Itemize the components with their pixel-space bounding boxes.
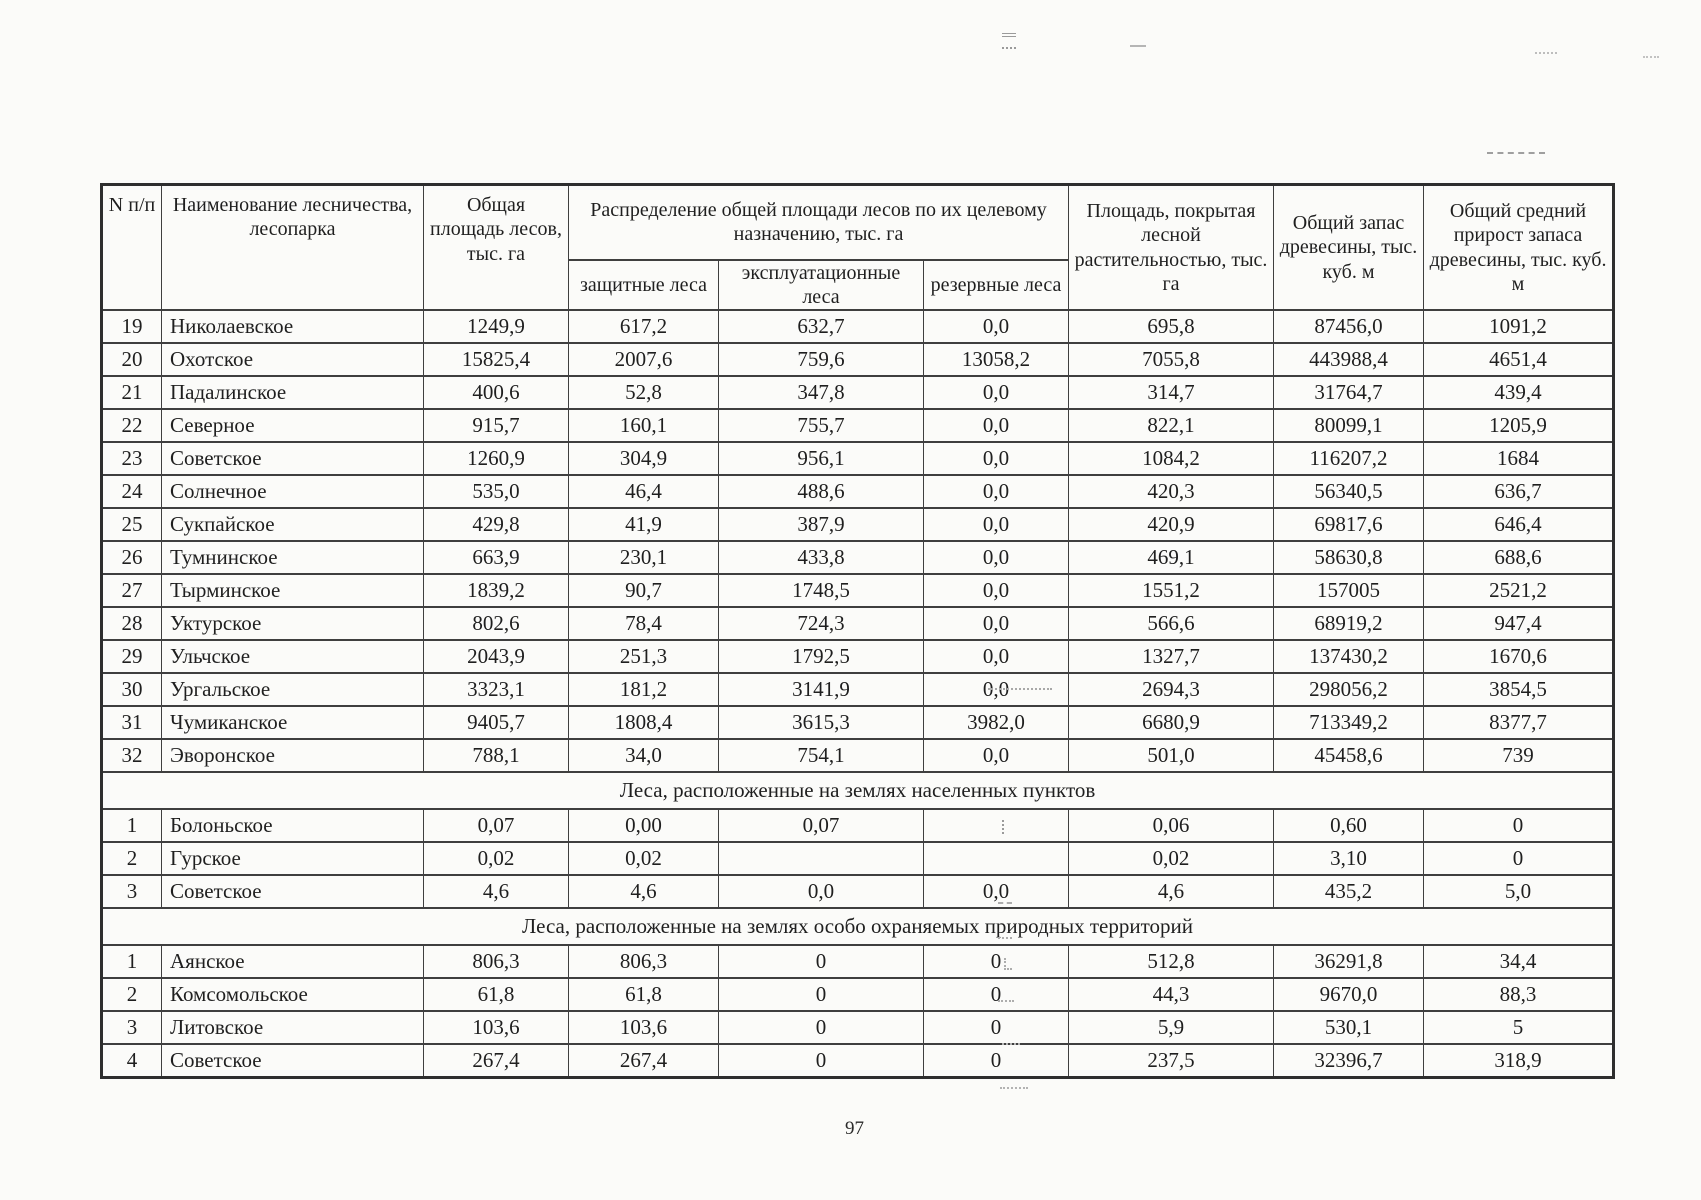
scan-artifact xyxy=(1487,152,1545,154)
value-cell: 2007,6 xyxy=(569,343,719,376)
forestry-name: Тумнинское xyxy=(162,541,424,574)
scan-artifact xyxy=(988,688,1052,690)
header-forestry-name: Наименование лесничества, лесопарка xyxy=(162,185,424,311)
value-cell: 69817,6 xyxy=(1274,508,1424,541)
forestry-name: Охотское xyxy=(162,343,424,376)
scan-artifact xyxy=(1535,52,1557,54)
header-exploitable-forests: эксплуатационные леса xyxy=(719,260,924,311)
forestry-name: Сукпайское xyxy=(162,508,424,541)
forestry-name: Ульчское xyxy=(162,640,424,673)
value-cell: 0 xyxy=(924,1044,1069,1077)
row-number: 25 xyxy=(102,508,162,541)
value-cell: 1808,4 xyxy=(569,706,719,739)
value-cell: 469,1 xyxy=(1069,541,1274,574)
forestry-name: Советское xyxy=(162,442,424,475)
value-cell: 314,7 xyxy=(1069,376,1274,409)
value-cell: 420,3 xyxy=(1069,475,1274,508)
value-cell: 0,0 xyxy=(924,673,1069,706)
value-cell: 1670,6 xyxy=(1424,640,1614,673)
row-number: 2 xyxy=(102,978,162,1011)
value-cell: 78,4 xyxy=(569,607,719,640)
value-cell: 0,0 xyxy=(924,607,1069,640)
table-row xyxy=(102,1011,1614,1044)
value-cell: 1792,5 xyxy=(719,640,924,673)
value-cell: 0,60 xyxy=(1274,809,1424,842)
scan-artifact xyxy=(1002,1043,1020,1045)
value-cell: 68919,2 xyxy=(1274,607,1424,640)
row-number: 23 xyxy=(102,442,162,475)
value-cell: 34,0 xyxy=(569,739,719,772)
value-cell: 822,1 xyxy=(1069,409,1274,442)
row-number: 21 xyxy=(102,376,162,409)
row-number: 19 xyxy=(102,310,162,343)
value-cell: 947,4 xyxy=(1424,607,1614,640)
value-cell: 0,0 xyxy=(924,541,1069,574)
value-cell: 0,0 xyxy=(924,442,1069,475)
table-row xyxy=(102,1044,1614,1077)
header-total-stock: Общий запас древесины, тыс. куб. м xyxy=(1274,185,1424,311)
value-cell: 1748,5 xyxy=(719,574,924,607)
value-cell: 90,7 xyxy=(569,574,719,607)
row-number: 20 xyxy=(102,343,162,376)
value-cell: 9405,7 xyxy=(424,706,569,739)
scan-artifact xyxy=(998,1000,1014,1002)
value-cell: 160,1 xyxy=(569,409,719,442)
value-cell: 755,7 xyxy=(719,409,924,442)
header-covered-area: Площадь, покрытая лесной растительностью, тыс. га xyxy=(1069,185,1274,311)
forestry-name: Советское xyxy=(162,1044,424,1077)
value-cell: 298056,2 xyxy=(1274,673,1424,706)
value-cell: 0,0 xyxy=(924,409,1069,442)
row-number: 4 xyxy=(102,1044,162,1077)
section-title-row xyxy=(102,772,1614,809)
value-cell: 754,1 xyxy=(719,739,924,772)
value-cell: 3141,9 xyxy=(719,673,924,706)
value-cell: 0 xyxy=(719,1044,924,1077)
value-cell: 1084,2 xyxy=(1069,442,1274,475)
forestry-name: Северное xyxy=(162,409,424,442)
value-cell: 0,06 xyxy=(1069,809,1274,842)
value-cell: 103,6 xyxy=(424,1011,569,1044)
value-cell: 80099,1 xyxy=(1274,409,1424,442)
value-cell: 566,6 xyxy=(1069,607,1274,640)
value-cell: 433,8 xyxy=(719,541,924,574)
value-cell: 267,4 xyxy=(569,1044,719,1077)
value-cell: 251,3 xyxy=(569,640,719,673)
row-number: 24 xyxy=(102,475,162,508)
scan-artifact xyxy=(1002,33,1016,49)
value-cell: 0 xyxy=(924,1011,1069,1044)
table-row xyxy=(102,376,1614,409)
value-cell: 530,1 xyxy=(1274,1011,1424,1044)
value-cell: 435,2 xyxy=(1274,875,1424,908)
value-cell xyxy=(924,809,1069,842)
value-cell: 724,3 xyxy=(719,607,924,640)
row-number: 32 xyxy=(102,739,162,772)
forestry-name: Эворонское xyxy=(162,739,424,772)
row-number: 1 xyxy=(102,809,162,842)
value-cell: 759,6 xyxy=(719,343,924,376)
table-row xyxy=(102,978,1614,1011)
value-cell: 61,8 xyxy=(424,978,569,1011)
value-cell: 45458,6 xyxy=(1274,739,1424,772)
value-cell: 0 xyxy=(719,945,924,978)
value-cell: 46,4 xyxy=(569,475,719,508)
table-row xyxy=(102,574,1614,607)
value-cell: 87456,0 xyxy=(1274,310,1424,343)
value-cell: 915,7 xyxy=(424,409,569,442)
forestry-name: Литовское xyxy=(162,1011,424,1044)
value-cell: 0,0 xyxy=(924,508,1069,541)
value-cell: 0,02 xyxy=(1069,842,1274,875)
value-cell: 44,3 xyxy=(1069,978,1274,1011)
forestry-name: Комсомольское xyxy=(162,978,424,1011)
value-cell: 3615,3 xyxy=(719,706,924,739)
header-total-area: Общая площадь лесов, тыс. га xyxy=(424,185,569,311)
value-cell: 788,1 xyxy=(424,739,569,772)
value-cell: 0,0 xyxy=(924,640,1069,673)
header-row-number: N п/п xyxy=(102,185,162,311)
forestry-name: Гурское xyxy=(162,842,424,875)
value-cell: 13058,2 xyxy=(924,343,1069,376)
value-cell: 116207,2 xyxy=(1274,442,1424,475)
value-cell: 230,1 xyxy=(569,541,719,574)
value-cell: 0,00 xyxy=(569,809,719,842)
value-cell: 5,9 xyxy=(1069,1011,1274,1044)
value-cell: 646,4 xyxy=(1424,508,1614,541)
table-row xyxy=(102,809,1614,842)
table-body xyxy=(102,310,1614,1077)
forest-area-table xyxy=(100,183,1615,1079)
value-cell: 0,02 xyxy=(424,842,569,875)
value-cell: 4,6 xyxy=(569,875,719,908)
section-title: Леса, расположенные на землях населенных пунктов xyxy=(102,772,1614,809)
value-cell: 0,0 xyxy=(924,376,1069,409)
value-cell: 137430,2 xyxy=(1274,640,1424,673)
value-cell: 632,7 xyxy=(719,310,924,343)
value-cell: 7055,8 xyxy=(1069,343,1274,376)
value-cell: 0 xyxy=(1424,842,1614,875)
table-row xyxy=(102,508,1614,541)
value-cell: 267,4 xyxy=(424,1044,569,1077)
row-number: 3 xyxy=(102,875,162,908)
value-cell: 4,6 xyxy=(424,875,569,908)
value-cell: 103,6 xyxy=(569,1011,719,1044)
page-number: 97 xyxy=(845,1118,864,1139)
value-cell: 304,9 xyxy=(569,442,719,475)
value-cell: 61,8 xyxy=(569,978,719,1011)
value-cell: 1205,9 xyxy=(1424,409,1614,442)
value-cell: 713349,2 xyxy=(1274,706,1424,739)
row-number: 27 xyxy=(102,574,162,607)
table-row xyxy=(102,706,1614,739)
value-cell: 806,3 xyxy=(569,945,719,978)
value-cell: 0 xyxy=(924,978,1069,1011)
value-cell: 2694,3 xyxy=(1069,673,1274,706)
value-cell: 443988,4 xyxy=(1274,343,1424,376)
scan-artifact xyxy=(998,902,1012,904)
table-row xyxy=(102,310,1614,343)
value-cell: 0,02 xyxy=(569,842,719,875)
value-cell: 2043,9 xyxy=(424,640,569,673)
header-distribution: Распределение общей площади лесов по их целевому назначению, тыс. га xyxy=(569,185,1069,260)
row-number: 31 xyxy=(102,706,162,739)
table-row xyxy=(102,541,1614,574)
value-cell: 52,8 xyxy=(569,376,719,409)
table-row xyxy=(102,640,1614,673)
value-cell: 88,3 xyxy=(1424,978,1614,1011)
value-cell: 8377,7 xyxy=(1424,706,1614,739)
value-cell: 0,0 xyxy=(924,475,1069,508)
value-cell: 32396,7 xyxy=(1274,1044,1424,1077)
value-cell: 6680,9 xyxy=(1069,706,1274,739)
value-cell: 181,2 xyxy=(569,673,719,706)
value-cell: 4,6 xyxy=(1069,875,1274,908)
value-cell: 15825,4 xyxy=(424,343,569,376)
value-cell: 0,0 xyxy=(924,310,1069,343)
value-cell: 0,07 xyxy=(719,809,924,842)
scan-artifact xyxy=(1000,1087,1028,1089)
value-cell: 0,0 xyxy=(719,875,924,908)
table-row xyxy=(102,442,1614,475)
table-row xyxy=(102,875,1614,908)
value-cell: 420,9 xyxy=(1069,508,1274,541)
value-cell: 1551,2 xyxy=(1069,574,1274,607)
value-cell: 347,8 xyxy=(719,376,924,409)
value-cell: 806,3 xyxy=(424,945,569,978)
value-cell: 237,5 xyxy=(1069,1044,1274,1077)
value-cell: 0 xyxy=(719,978,924,1011)
value-cell: 0,0 xyxy=(924,739,1069,772)
value-cell: 400,6 xyxy=(424,376,569,409)
value-cell: 956,1 xyxy=(719,442,924,475)
scan-artifact xyxy=(1004,958,1012,970)
value-cell xyxy=(924,842,1069,875)
value-cell: 429,8 xyxy=(424,508,569,541)
value-cell: 0 xyxy=(1424,809,1614,842)
value-cell xyxy=(719,842,924,875)
value-cell: 1684 xyxy=(1424,442,1614,475)
value-cell: 5 xyxy=(1424,1011,1614,1044)
forestry-name: Аянское xyxy=(162,945,424,978)
value-cell: 0 xyxy=(719,1011,924,1044)
row-number: 26 xyxy=(102,541,162,574)
table-row xyxy=(102,945,1614,978)
value-cell: 4651,4 xyxy=(1424,343,1614,376)
section-title-row xyxy=(102,908,1614,945)
row-number: 1 xyxy=(102,945,162,978)
header-average-growth: Общий средний прирост запаса древесины, тыс. куб. м xyxy=(1424,185,1614,311)
value-cell: 3982,0 xyxy=(924,706,1069,739)
value-cell: 9670,0 xyxy=(1274,978,1424,1011)
value-cell: 1260,9 xyxy=(424,442,569,475)
forestry-name: Николаевское xyxy=(162,310,424,343)
value-cell: 36291,8 xyxy=(1274,945,1424,978)
row-number: 2 xyxy=(102,842,162,875)
scan-artifact xyxy=(998,937,1012,939)
forestry-name: Падалинское xyxy=(162,376,424,409)
value-cell: 636,7 xyxy=(1424,475,1614,508)
table-row xyxy=(102,842,1614,875)
value-cell: 3854,5 xyxy=(1424,673,1614,706)
table-row xyxy=(102,673,1614,706)
row-number: 28 xyxy=(102,607,162,640)
table-row xyxy=(102,475,1614,508)
table-row xyxy=(102,739,1614,772)
forestry-name: Болоньское xyxy=(162,809,424,842)
value-cell: 802,6 xyxy=(424,607,569,640)
row-number: 29 xyxy=(102,640,162,673)
value-cell: 739 xyxy=(1424,739,1614,772)
value-cell: 439,4 xyxy=(1424,376,1614,409)
value-cell: 501,0 xyxy=(1069,739,1274,772)
forestry-name: Ургальское xyxy=(162,673,424,706)
value-cell: 0,0 xyxy=(924,574,1069,607)
value-cell: 488,6 xyxy=(719,475,924,508)
value-cell: 318,9 xyxy=(1424,1044,1614,1077)
value-cell: 1249,9 xyxy=(424,310,569,343)
value-cell: 617,2 xyxy=(569,310,719,343)
row-number: 30 xyxy=(102,673,162,706)
value-cell: 1091,2 xyxy=(1424,310,1614,343)
value-cell: 535,0 xyxy=(424,475,569,508)
value-cell: 3,10 xyxy=(1274,842,1424,875)
header-reserve-forests: резервные леса xyxy=(924,260,1069,311)
scan-artifact xyxy=(1002,820,1008,834)
value-cell: 5,0 xyxy=(1424,875,1614,908)
value-cell: 31764,7 xyxy=(1274,376,1424,409)
forestry-name: Советское xyxy=(162,875,424,908)
value-cell: 663,9 xyxy=(424,541,569,574)
forestry-name: Тырминское xyxy=(162,574,424,607)
table-row xyxy=(102,343,1614,376)
value-cell: 34,4 xyxy=(1424,945,1614,978)
value-cell: 0,07 xyxy=(424,809,569,842)
forestry-name: Уктурское xyxy=(162,607,424,640)
value-cell: 58630,8 xyxy=(1274,541,1424,574)
value-cell: 2521,2 xyxy=(1424,574,1614,607)
value-cell: 41,9 xyxy=(569,508,719,541)
row-number: 3 xyxy=(102,1011,162,1044)
value-cell: 1327,7 xyxy=(1069,640,1274,673)
value-cell: 1839,2 xyxy=(424,574,569,607)
value-cell: 695,8 xyxy=(1069,310,1274,343)
table-row xyxy=(102,409,1614,442)
value-cell: 157005 xyxy=(1274,574,1424,607)
table-row xyxy=(102,607,1614,640)
header-protective-forests: защитные леса xyxy=(569,260,719,311)
value-cell: 688,6 xyxy=(1424,541,1614,574)
forestry-name: Чумиканское xyxy=(162,706,424,739)
value-cell: 3323,1 xyxy=(424,673,569,706)
value-cell: 512,8 xyxy=(1069,945,1274,978)
forestry-name: Солнечное xyxy=(162,475,424,508)
value-cell: 0 xyxy=(924,945,1069,978)
scan-artifact xyxy=(1643,56,1659,58)
section-title: Леса, расположенные на землях особо охраняемых природных территорий xyxy=(102,908,1614,945)
value-cell: 0,0 xyxy=(924,875,1069,908)
table-header xyxy=(102,185,1614,311)
value-cell: 56340,5 xyxy=(1274,475,1424,508)
row-number: 22 xyxy=(102,409,162,442)
value-cell: 387,9 xyxy=(719,508,924,541)
scan-artifact xyxy=(1130,45,1146,47)
